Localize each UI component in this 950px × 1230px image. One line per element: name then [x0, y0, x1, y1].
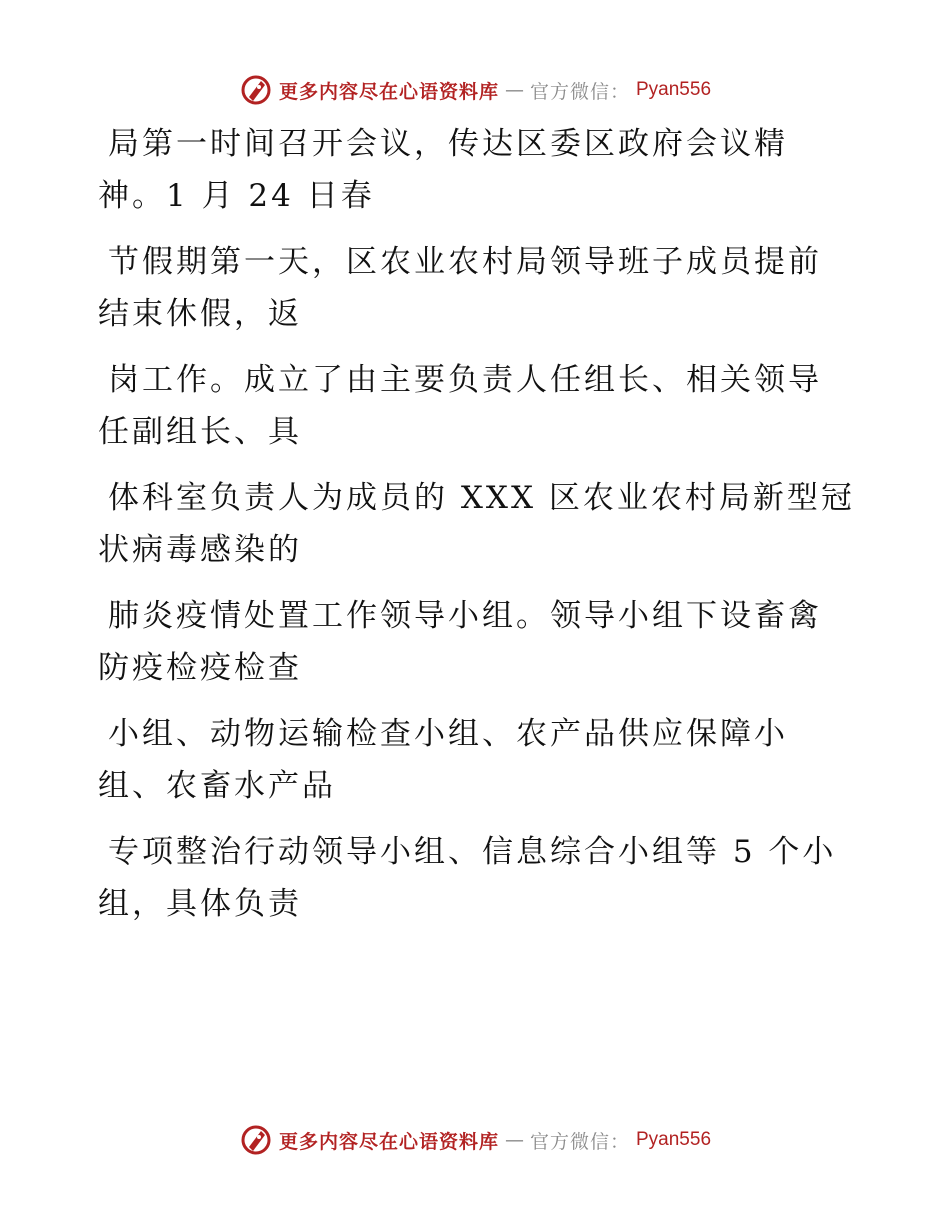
header-banner — [0, 70, 950, 110]
paragraph-line: 防疫检疫检查 — [98, 650, 302, 686]
paragraph-7 — [98, 826, 858, 930]
paragraph-2 — [98, 236, 858, 340]
header-wechat-id: Pyan556 — [636, 79, 712, 100]
paragraph-line: 状病毒感染的 — [98, 532, 302, 568]
paragraph-line: 组，具体负责 — [98, 886, 302, 922]
paragraph-5 — [98, 590, 858, 694]
paragraph-line: 结束休假，返 — [98, 296, 302, 332]
paragraph-line: 组、农畜水产品 — [98, 768, 336, 804]
header-wechat-label: 官方微信： — [529, 80, 630, 103]
paragraph-line: 局第一时间召开会议，传达区委区政府会议精 — [108, 126, 788, 162]
paragraph-line: 小组、动物运输检查小组、农产品供应保障小 — [108, 716, 788, 752]
footer-separator: — — [504, 1129, 524, 1151]
document-body — [98, 118, 858, 944]
paragraph-1 — [98, 118, 858, 222]
header-brand-text: 更多内容尽在心语资料库 — [278, 80, 499, 103]
footer-wechat-id: Pyan556 — [636, 1129, 712, 1150]
pen-nib-logo-icon — [239, 73, 273, 107]
paragraph-line: 节假期第一天，区农业农村局领导班子成员提前 — [108, 244, 822, 280]
paragraph-line: 岗工作。成立了由主要负责人任组长、相关领导 — [108, 362, 822, 398]
paragraph-line: 专项整治行动领导小组、信息综合小组等 5 个小 — [108, 834, 837, 870]
pen-nib-logo-icon — [239, 1123, 273, 1157]
footer-banner — [0, 1120, 950, 1160]
paragraph-4 — [98, 472, 858, 576]
footer-wechat-label: 官方微信： — [529, 1130, 630, 1153]
footer-brand-text: 更多内容尽在心语资料库 — [278, 1130, 499, 1153]
paragraph-line: 体科室负责人为成员的 XXX 区农业农村局新型冠 — [108, 480, 855, 516]
paragraph-line: 任副组长、具 — [98, 414, 302, 450]
paragraph-3 — [98, 354, 858, 458]
paragraph-line: 肺炎疫情处置工作领导小组。领导小组下设畜禽 — [108, 598, 822, 634]
header-separator: — — [504, 79, 524, 101]
paragraph-line: 神。1 月 24 日春 — [98, 178, 375, 214]
paragraph-6 — [98, 708, 858, 812]
